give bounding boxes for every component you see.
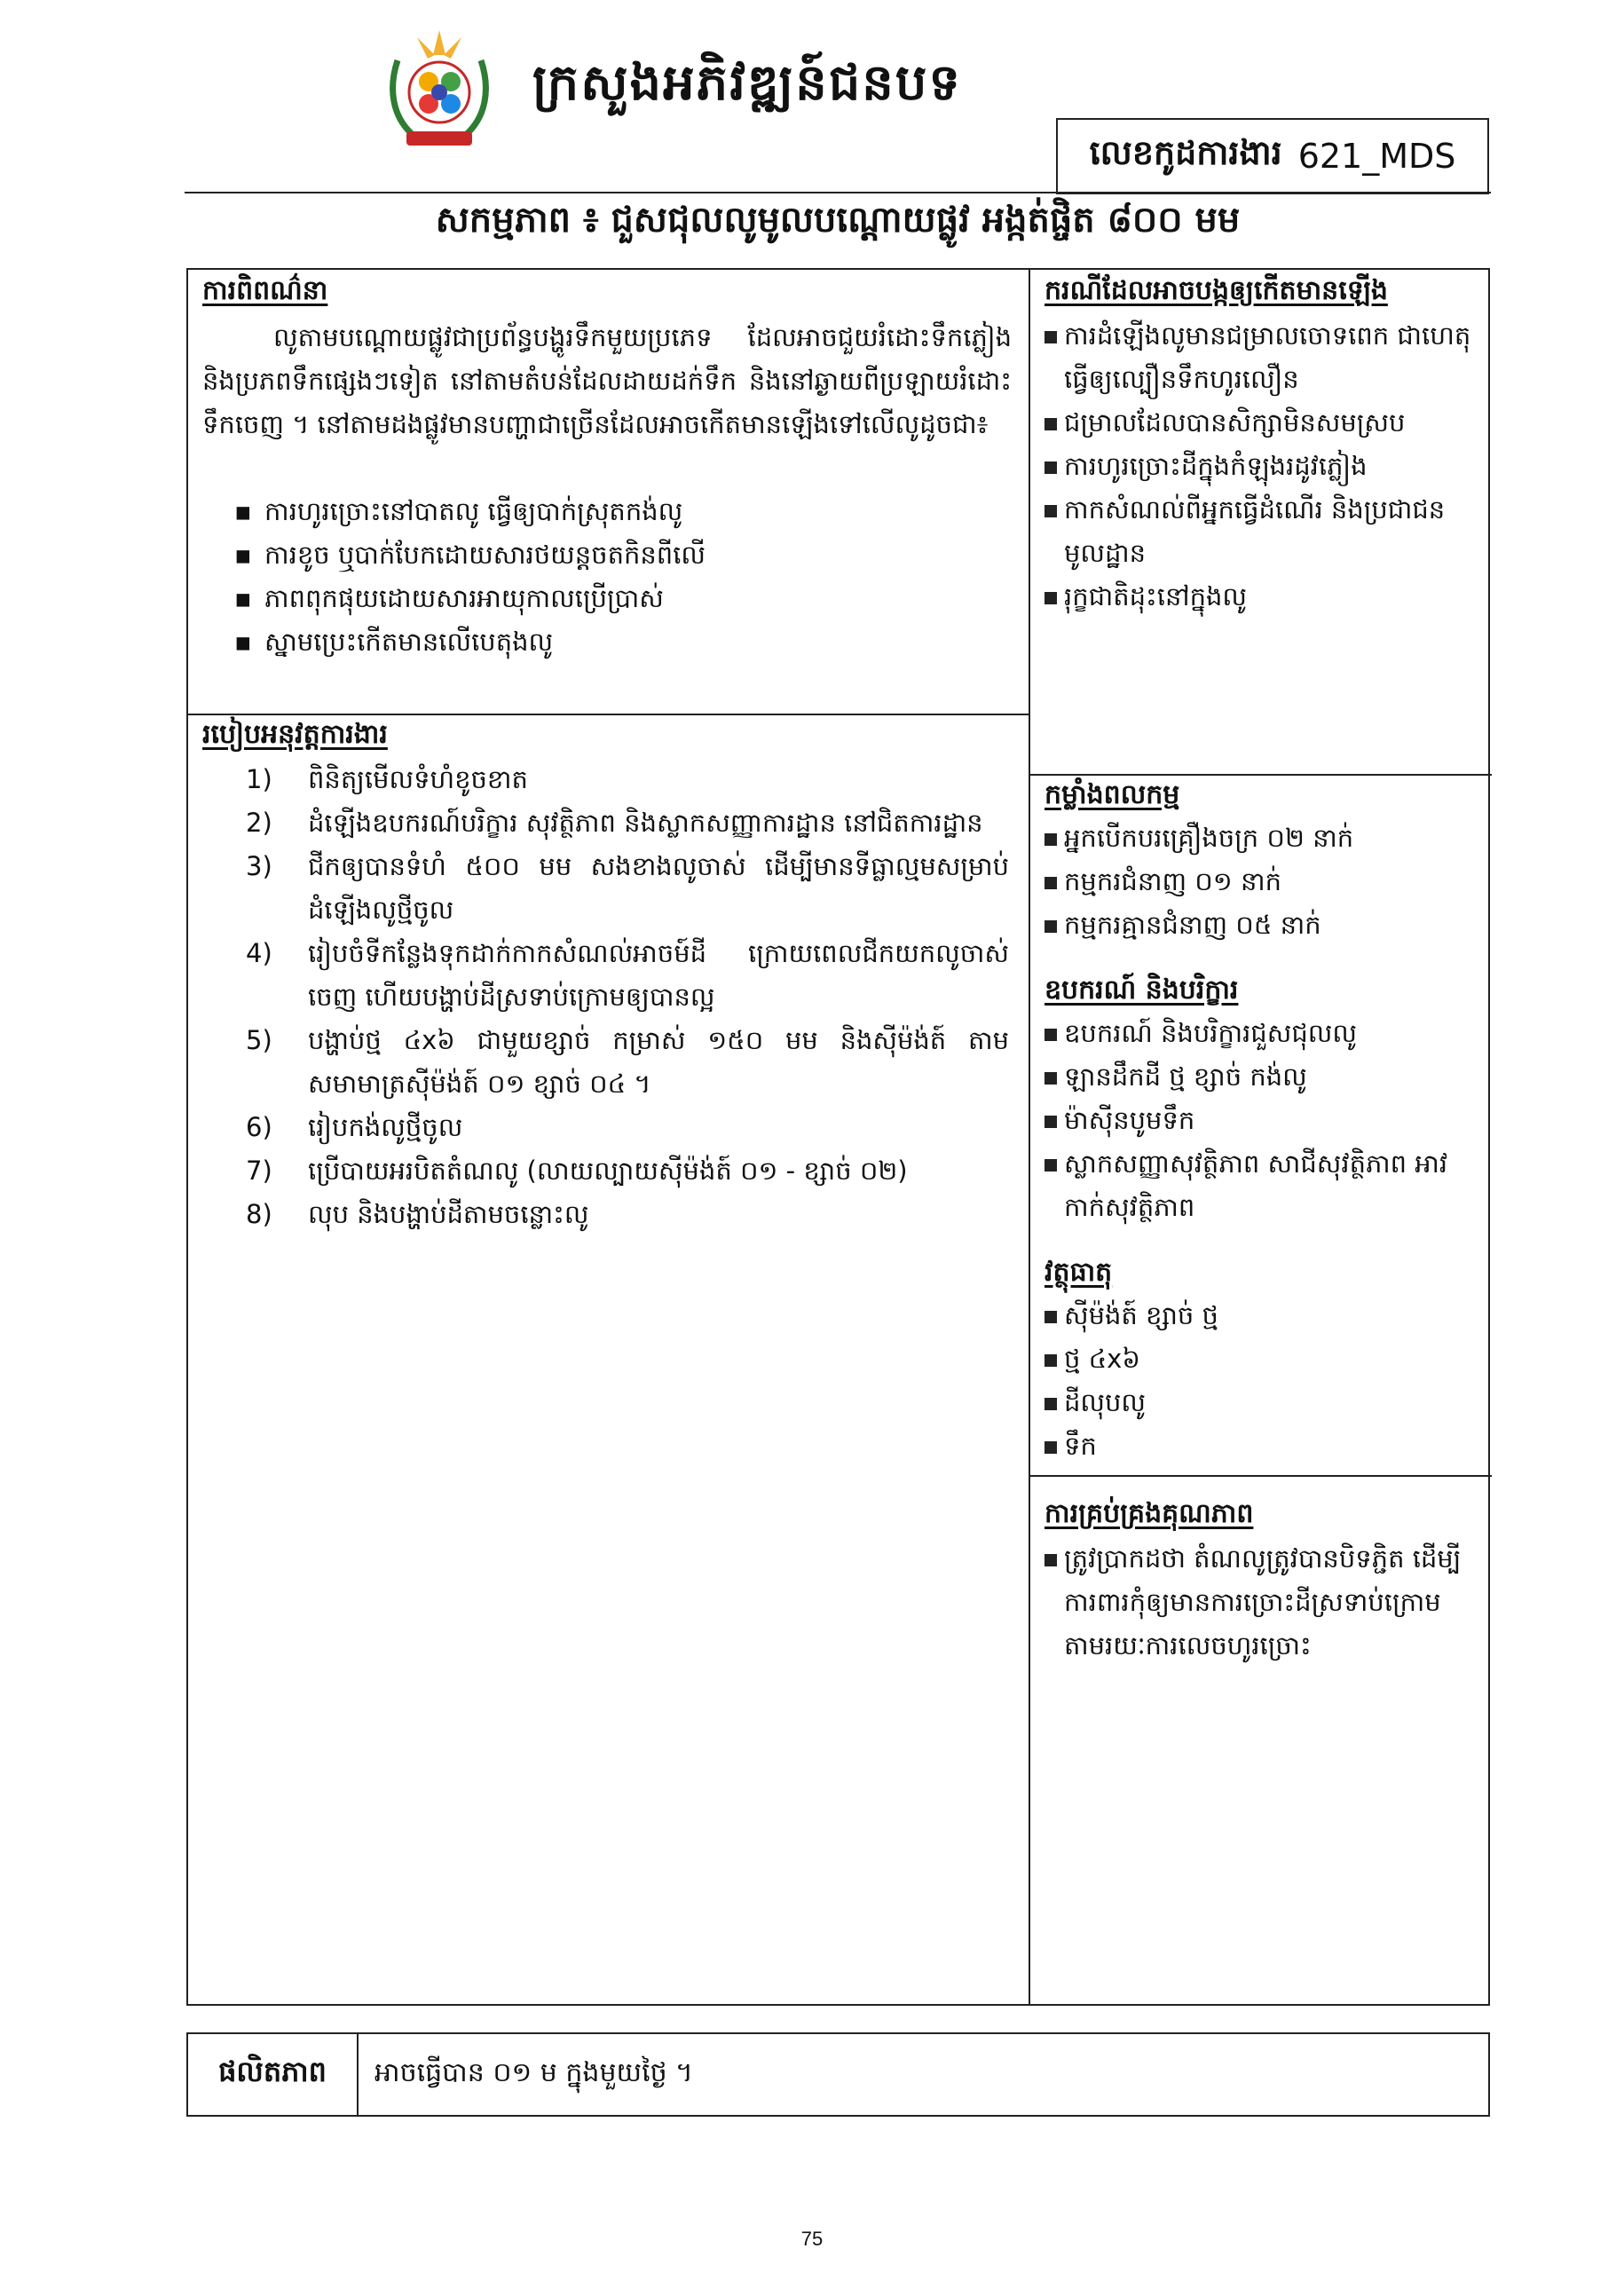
causes-title: ករណីដែលអាចបង្កឲ្យកើតមានឡើង: [1045, 275, 1388, 306]
description-bullet: ▪ ភាពពុកផុយដោយសារអាយុកាលប្រើប្រាស់: [234, 583, 664, 613]
procedure-step: 1) ពិនិត្យមើលទំហំខូចខាត: [246, 764, 528, 794]
right-row-divider-2: [1029, 1475, 1492, 1477]
procedure-step: 8) លុប និងបង្ហាប់ដីតាមចន្លោះលូ: [246, 1199, 589, 1229]
equipment-item: ម៉ាស៊ីនបូមទឹក: [1045, 1099, 1488, 1142]
material-item: ថ្ម ៤x៦: [1045, 1337, 1488, 1381]
work-code-box: [1056, 118, 1489, 194]
production-label: ផលិតភាព: [188, 2034, 359, 2115]
description-bullet: ▪ ការខូច ឬបាក់បែកដោយសារថយន្តចតកិនពីលើ: [234, 540, 706, 570]
material-item: ដីលុបលូ: [1045, 1381, 1488, 1424]
header-rule: [185, 192, 1491, 193]
production-text: អាចធ្វើបាន ០១ ម ក្នុងមួយថ្ងៃ ។: [374, 2056, 693, 2088]
procedure-step: 5) បង្ហាប់ថ្ម ៤x៦ ជាមួយខ្សាច់ កម្រាស់ ១៥០ មម និងស៊ីម៉ង់ត៍ តាមសមាមាត្រស៊ីម៉ង់ត៍ ០១ ខ្សាច់ ០៤ ។: [246, 1025, 1009, 1099]
equipment-item: ស្លាកសញ្ញាសុវត្ថិភាព សាជីសុវត្ថិភាព អាវ កាក់សុវត្ថិភាព: [1045, 1142, 1488, 1229]
labor-item: អ្នកបើកបរគ្រឿងចក្រ ០២ នាក់: [1045, 816, 1488, 860]
right-row-divider-1: [1029, 774, 1492, 776]
equipment-item: ឧបករណ៍ និងបរិក្ខារជួសជុលលូ: [1045, 1012, 1488, 1055]
labor-item: កម្មករគ្មានជំនាញ ០៥ នាក់: [1045, 903, 1488, 947]
equipment-title: ឧបករណ៍ និងបរិក្ខារ: [1045, 974, 1239, 1006]
left-row-divider: [188, 714, 1029, 715]
cause-item: ការហូរច្រោះដីក្នុងកំឡុងរដូវភ្លៀង: [1045, 445, 1488, 488]
description-title: ការពិពណ៌នា: [202, 275, 328, 306]
activity-title: សកម្មភាព ៖ ជួសជុលលូមូលបណ្តោយផ្លូវ អង្កត់ផ្ចិត ៨០០ មម: [435, 200, 1241, 241]
procedure-step: 2) ដំឡើងឧបករណ៍បរិក្ខារ សុវត្ថិភាព និងស្លាកសញ្ញាការដ្ឋាន នៅជិតការដ្ឋាន: [246, 808, 983, 838]
page-number: 75: [800, 2228, 824, 2250]
material-item: ស៊ីម៉ង់ត៍ ខ្សាច់ ថ្ម: [1045, 1294, 1488, 1337]
procedure-title: របៀបអនុវត្តការងារ: [202, 719, 388, 750]
cause-item: ការដំឡើងលូមានជម្រាលចោទពេក ជាហេតុ ធ្វើឲ្យល្បឿនទឹកហូរលឿន: [1045, 314, 1488, 401]
cause-item: រុក្ខជាតិដុះនៅក្នុងលូ: [1045, 575, 1488, 619]
ministry-name: ក្រសួងអភិវឌ្ឍន៍ជនបទ: [532, 54, 962, 112]
work-code-label: លេខកូដការងារ: [1089, 133, 1282, 172]
column-divider: [1029, 270, 1030, 2004]
procedure-step: 3) ជីកឲ្យបានទំហំ ៥០០ មម សងខាងលូចាស់ ដើម្បីមានទីធ្លាល្មមសម្រាប់ដំឡើងលូថ្មីចូល: [246, 851, 1009, 925]
procedure-step: 4) រៀបចំទីកន្លែងទុកដាក់កាកសំណល់អាចម៍ដី ក្រោយពេលជីកយកលូចាស់ចេញ ហើយបង្ហាប់ដីស្រទាប់ក្រោមឲ្យបានល្អ: [246, 938, 1009, 1012]
procedure-step: 6) រៀបកង់លូថ្មីចូល: [246, 1112, 463, 1142]
cause-item: ជម្រាលដែលបានសិក្សាមិនសមស្រប: [1045, 401, 1488, 445]
work-code-value: 621_MDS: [1297, 137, 1456, 176]
quality-item: ត្រូវប្រាកដថា តំណលូត្រូវបានបិទភ្ជិត ដើម្បី ការពារកុំឲ្យមានការច្រោះដីស្រទាប់ក្រោម តាមរយៈការលេចហូរច្រោះ: [1045, 1537, 1488, 1668]
description-bullet: ▪ ស្នាមប្រេះកើតមានលើបេតុងលូ: [234, 627, 554, 657]
materials-title: វត្ថុធាតុ: [1045, 1257, 1113, 1288]
activity-table: [186, 268, 1490, 2006]
quality-title: ការគ្រប់គ្រងគុណភាព: [1045, 1498, 1254, 1529]
procedure-step: 7) ប្រើបាយអរបិតតំណលូ (លាយល្បាយស៊ីម៉ង់ត៍ ០១ - ខ្សាច់ ០២): [246, 1156, 908, 1186]
labor-item: កម្មករជំនាញ ០១ នាក់: [1045, 860, 1488, 903]
cause-item: កាកសំណល់ពីអ្នកធ្វើដំណើរ និងប្រជាជន មូលដ្ឋាន: [1045, 488, 1488, 575]
description-bullet: ▪ ការហូរច្រោះនៅបាតលូ ធ្វើឲ្យបាក់ស្រុតកង់លូ: [234, 496, 683, 526]
material-item: ទឹក: [1045, 1424, 1488, 1468]
description-text: លូតាមបណ្តោយផ្លូវជាប្រព័ន្ធបង្ហូរទឹកមួយប្រភេទ ដែលអាចជួយរំដោះទឹកភ្លៀង និងប្រភពទឹកផ្សេងៗទៀត នៅតាមតំបន់ដែលដាយដក់ទឹក និងនៅឆ្ងាយពីប្រឡាយរំដោះទឹកចេញ ។ នៅតាមដងផ្លូវមានបញ្ហាជាច្រើនដែលអាចកើតមានឡើងទៅលើលូដូចជា៖: [202, 322, 1012, 439]
equipment-item: ឡានដឹកដី ថ្ម ខ្សាច់ កង់លូ: [1045, 1055, 1488, 1099]
ministry-logo: [382, 25, 497, 158]
labor-title: កម្លាំងពលកម្ម: [1045, 779, 1180, 810]
production-table: [186, 2032, 1490, 2117]
